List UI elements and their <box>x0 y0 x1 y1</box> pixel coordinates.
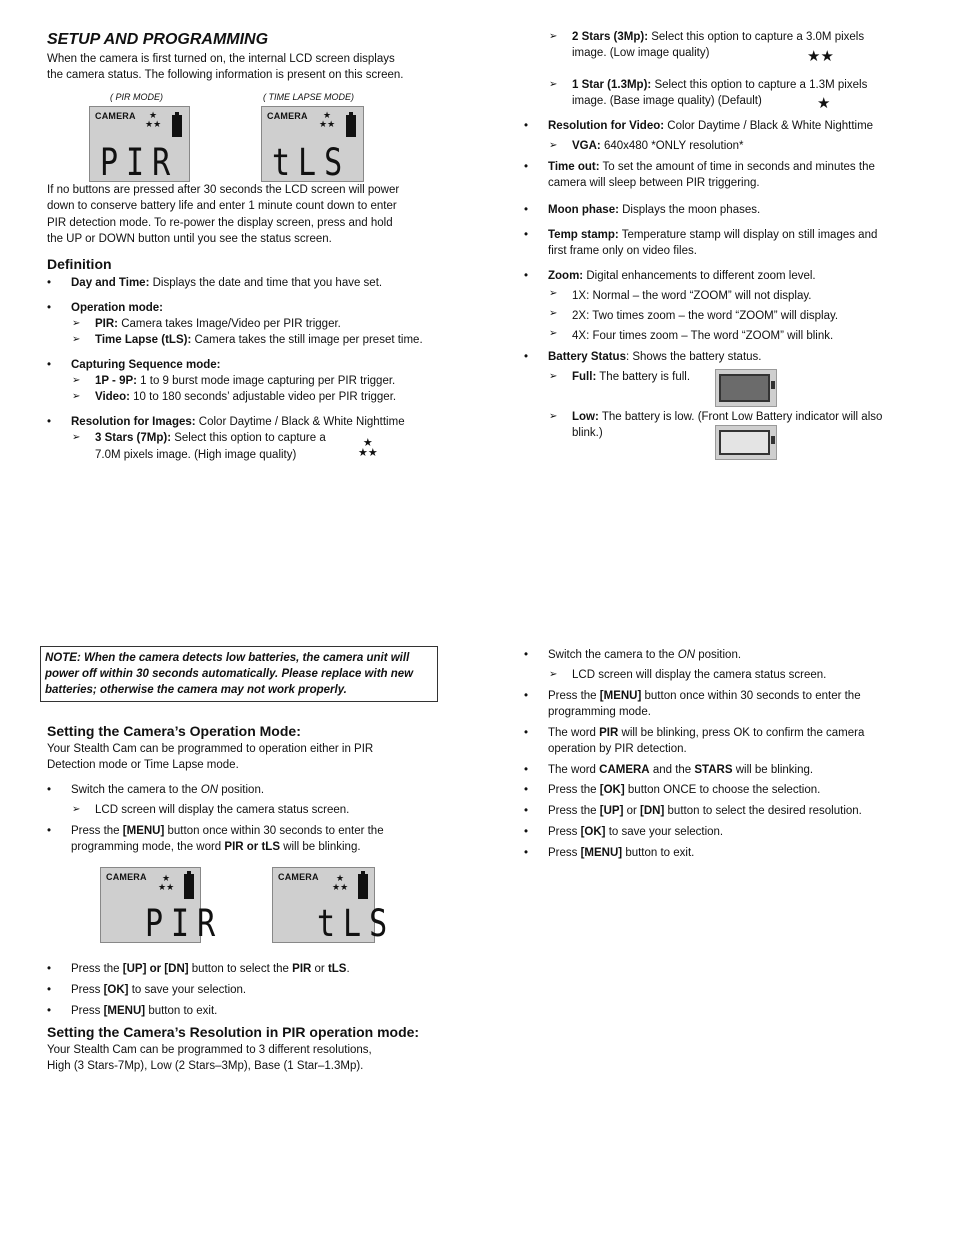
list-item: • Press the [OK] button ONCE to choose the selection. <box>524 784 821 796</box>
list-item: • Time out: To set the amount of time in seconds and minutes the camera will sleep between PIR triggering. <box>524 161 875 189</box>
list-item: • Zoom: Digital enhancements to different zoom level. <box>524 270 816 282</box>
paragraph-line: PIR detection mode. To re-power the display screen, press and hold <box>47 217 393 229</box>
list-item: • Press the [MENU] button once within 30 seconds to enter the programming mode. <box>524 690 861 718</box>
sub-list-item: ➢ 2 Stars (3Mp): Select this option to capture a 3.0M pixels <box>549 31 865 43</box>
list-item: • The word PIR will be blinking, press OK to confirm the camera operation by PIR detection. <box>524 727 865 755</box>
lcd-tls-image <box>261 106 364 185</box>
three-stars-icon: ★ ★★ <box>358 437 378 459</box>
lcd-pir-image <box>100 867 224 946</box>
paragraph-line: High (3 Stars-7Mp), Low (2 Stars–3Mp), Base (1 Star–1.3Mp). <box>47 1060 364 1072</box>
sub-list-item-cont: image. (Base image quality) (Default) <box>572 95 762 107</box>
paragraph-line: Your Stealth Cam can be programmed to 3 different resolutions, <box>47 1044 372 1056</box>
battery-icon <box>184 874 194 899</box>
sub-list-item: ➢ 1 Star (1.3Mp): Select this option to capture a 1.3M pixels <box>549 79 868 91</box>
list-item: • Press [MENU] button to exit. <box>47 1005 218 1017</box>
sub-list-item: ➢ Low: The battery is low. (Front Low Battery indicator will also blink.) <box>549 411 883 439</box>
paragraph-line: If no buttons are pressed after 30 seconds the LCD screen will power <box>47 184 400 196</box>
list-item: • Switch the camera to the ON position. <box>524 649 742 661</box>
list-item: • Operation mode: <box>47 302 164 314</box>
list-item: • Switch the camera to the ON position. <box>47 784 265 796</box>
sub-list-item: ➢ Full: The battery is full. <box>549 371 691 383</box>
paragraph-line: Your Stealth Cam can be programmed to operation either in PIR <box>47 743 374 755</box>
intro-line: the camera status. The following information is present on this screen. <box>47 69 404 81</box>
list-item: • Temp stamp: Temperature stamp will display on still images and first frame only on video files. <box>524 229 878 257</box>
two-stars-icon: ★★ <box>807 48 834 65</box>
three-stars-icon: ★ ★★ <box>145 110 162 129</box>
list-item: • Press [OK] to save your selection. <box>524 826 724 838</box>
sub-list-item: 4X: Four times zoom – The word “ZOOM” will blink. <box>572 330 834 342</box>
list-item: • Capturing Sequence mode: <box>47 359 221 371</box>
definition-heading: Definition <box>47 256 112 272</box>
sub-list-item: ➢ 1P - 9P: 1 to 9 burst mode image capturing per PIR trigger. <box>72 375 396 387</box>
battery-icon <box>358 874 368 899</box>
battery-full-image <box>715 369 777 407</box>
lcd-pir-text: PIR <box>100 141 179 185</box>
sub-list-item: ➢ LCD screen will display the camera status screen. <box>549 669 827 681</box>
list-item: • Battery Status: Shows the battery status. <box>524 351 762 363</box>
lcd-camera-label: CAMERA <box>267 111 308 121</box>
intro-line: When the camera is first turned on, the internal LCD screen displays <box>47 53 395 65</box>
sub-list-item: 2X: Two times zoom – the word “ZOOM” will display. <box>572 310 839 322</box>
battery-low-image <box>715 425 777 460</box>
lcd-camera-label: CAMERA <box>278 872 319 882</box>
paragraph-line: Detection mode or Time Lapse mode. <box>47 759 239 771</box>
lcd-camera-label: CAMERA <box>106 872 147 882</box>
list-item: • Press the [UP] or [DN] button to select the PIR or tLS. <box>47 963 350 975</box>
sub-list-item: 1X: Normal – the word “ZOOM” will not display. <box>572 290 812 302</box>
list-item: • Resolution for Images: Color Daytime / Black & White Nighttime <box>47 416 405 428</box>
operation-mode-heading: Setting the Camera’s Operation Mode: <box>47 723 301 739</box>
lcd-pir-text: PIR <box>145 902 224 946</box>
battery-icon <box>346 115 356 137</box>
list-item: • Resolution for Video: Color Daytime / Black & White Nighttime <box>524 120 874 132</box>
three-stars-icon: ★ ★★ <box>319 110 336 129</box>
lcd-pir-image <box>89 106 190 185</box>
sub-list-item: ➢ Time Lapse (tLS): Camera takes the still image per preset time. <box>72 334 423 346</box>
sub-list-item: ➢ 3 Stars (7Mp): Select this option to capture a <box>72 432 326 444</box>
list-item: • Press the [MENU] button once within 30 seconds to enter the programming mode, the word PIR or tLS will be blinking. <box>47 825 384 853</box>
paragraph-line: the UP or DOWN button until you see the status screen. <box>47 233 332 245</box>
one-star-icon: ★ <box>817 95 831 112</box>
list-item: • Day and Time: Displays the date and time that you have set. <box>47 277 383 289</box>
paragraph-line: down to conserve battery life and enter 1 minute count down to enter <box>47 200 397 212</box>
pir-mode-caption: ( PIR MODE) <box>110 92 163 102</box>
time-lapse-caption: ( TIME LAPSE MODE) <box>263 92 355 102</box>
list-item: • Press [MENU] button to exit. <box>524 847 695 859</box>
sub-list-item-cont: 7.0M pixels image. (High image quality) <box>95 449 297 461</box>
resolution-heading: Setting the Camera’s Resolution in PIR operation mode: <box>47 1024 420 1040</box>
sub-list-item: ➢ VGA: 640x480 *ONLY resolution* <box>549 140 744 152</box>
arrow-bullet-icon: ➢ <box>549 288 558 299</box>
two-stars-icon: ★ ★★ <box>332 873 349 892</box>
lcd-tls-text: tLS <box>317 902 396 946</box>
sub-list-item: ➢ LCD screen will display the camera status screen. <box>72 804 350 816</box>
lcd-tls-text: tLS <box>272 141 351 185</box>
battery-icon <box>172 115 182 137</box>
sub-list-item: ➢ PIR: Camera takes Image/Video per PIR trigger. <box>72 318 341 330</box>
list-item: • Press [OK] to save your selection. <box>47 984 247 996</box>
arrow-bullet-icon: ➢ <box>549 328 558 339</box>
list-item: • Moon phase: Displays the moon phases. <box>524 204 761 216</box>
low-battery-note: NOTE: When the camera detects low batteries, the camera unit will power off within 30 seconds automatically. Please replace with new batteries; otherwise the camera may not work properly. <box>40 646 438 702</box>
list-item: • Press the [UP] or [DN] button to select the desired resolution. <box>524 805 862 817</box>
lcd-camera-label: CAMERA <box>95 111 136 121</box>
sub-list-item: ➢ Video: 10 to 180 seconds’ adjustable video per PIR trigger. <box>72 391 397 403</box>
two-stars-icon: ★ ★★ <box>158 873 175 892</box>
list-item: • The word CAMERA and the STARS will be blinking. <box>524 764 814 776</box>
arrow-bullet-icon: ➢ <box>549 308 558 319</box>
lcd-tls-image <box>272 867 396 946</box>
sub-list-item-cont: image. (Low image quality) <box>572 47 710 59</box>
section-title: SETUP AND PROGRAMMING <box>47 31 269 48</box>
